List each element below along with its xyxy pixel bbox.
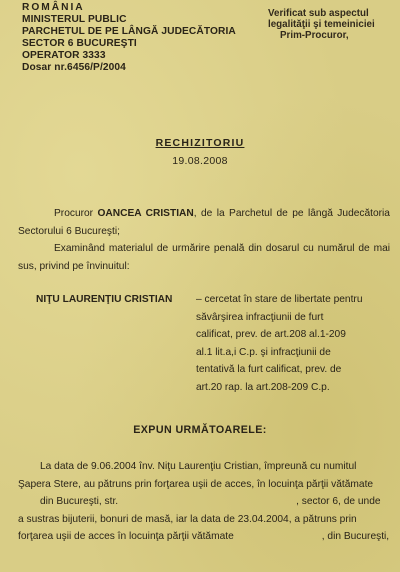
document-body [18, 205, 390, 393]
facts-line-text: , din Bucureşti, [321, 531, 390, 542]
examination-paragraph: Examinând materialul de urmărire penală din dosarul cu numărul de mai sus, privind pe învinuitul: [18, 243, 390, 272]
facts-line-text: , sector 6, de unde [296, 496, 381, 507]
charge-line: art.20 rap. la art.208-209 C.p. [196, 381, 330, 393]
intro-prefix: Procuror [54, 208, 98, 219]
charge-line: tentativă la furt calificat, prev. de [196, 364, 342, 375]
charge-line: – cercetat în stare de libertate pentru [196, 294, 363, 305]
facts-line: Şapera Stere, au pătruns prin forţarea uşii de acces, în locuinţa părţii vătămate [18, 478, 374, 490]
country-name: ROMÂNIA [22, 2, 85, 13]
document-title: RECHIZITORIU [155, 137, 245, 149]
operator-number: OPERATOR 3333 [22, 50, 106, 61]
intro-paragraph [18, 205, 390, 240]
sector-name: SECTOR 6 BUCUREŞTI [22, 38, 137, 49]
prosecutor-name: OANCEA CRISTIAN [97, 208, 194, 219]
facts-line: La data de 9.06.2004 înv. Niţu Laurenţiu Cristian, împreună cu numitul [40, 461, 357, 472]
prosecutor-office: PARCHETUL DE PE LÂNGĂ JUDECĂTORIA [22, 26, 236, 37]
verification-line-1: Verificat sub aspectul [268, 8, 369, 19]
suspect-block [18, 291, 390, 393]
facts-line-text: din Bucureşti, str. [40, 496, 119, 507]
ministry-name: MINISTERUL PUBLIC [22, 14, 127, 25]
section-heading: EXPUN URMĂTOARELE: [133, 424, 267, 436]
charge-line: calificat, prev. de art.208 al.1-209 [196, 329, 346, 340]
verification-signatory: Prim-Procuror, [280, 30, 349, 41]
file-number: Dosar nr.6456/P/2004 [22, 62, 126, 73]
verification-note [268, 8, 398, 41]
charge-line: al.1 lit.a,i C.p. şi infracţiunii de [196, 346, 331, 358]
verification-line-2: legalităţii şi temeiniciei [268, 19, 375, 30]
facts-paragraph [18, 458, 394, 546]
facts-line: a sustras bijuterii, bonuri de masă, iar la data de 23.04.2004, a pătruns prin [18, 513, 357, 525]
facts-line [18, 493, 394, 511]
intro-suffix: , de la Parchetul de pe lângă Judecătoria Sectorului 6 Bucureşti; [18, 208, 390, 237]
facts-line [18, 528, 394, 546]
institution-header [22, 2, 236, 74]
suspect-name: NIŢU LAURENŢIU CRISTIAN [36, 294, 173, 305]
suspect-charges [196, 291, 392, 396]
document-date: 19.08.2008 [172, 155, 228, 167]
charge-line: săvârşirea infracţiunii de furt [196, 311, 324, 323]
facts-line-text: forţarea uşii de acces în locuinţa părţii vătămate [18, 531, 234, 542]
